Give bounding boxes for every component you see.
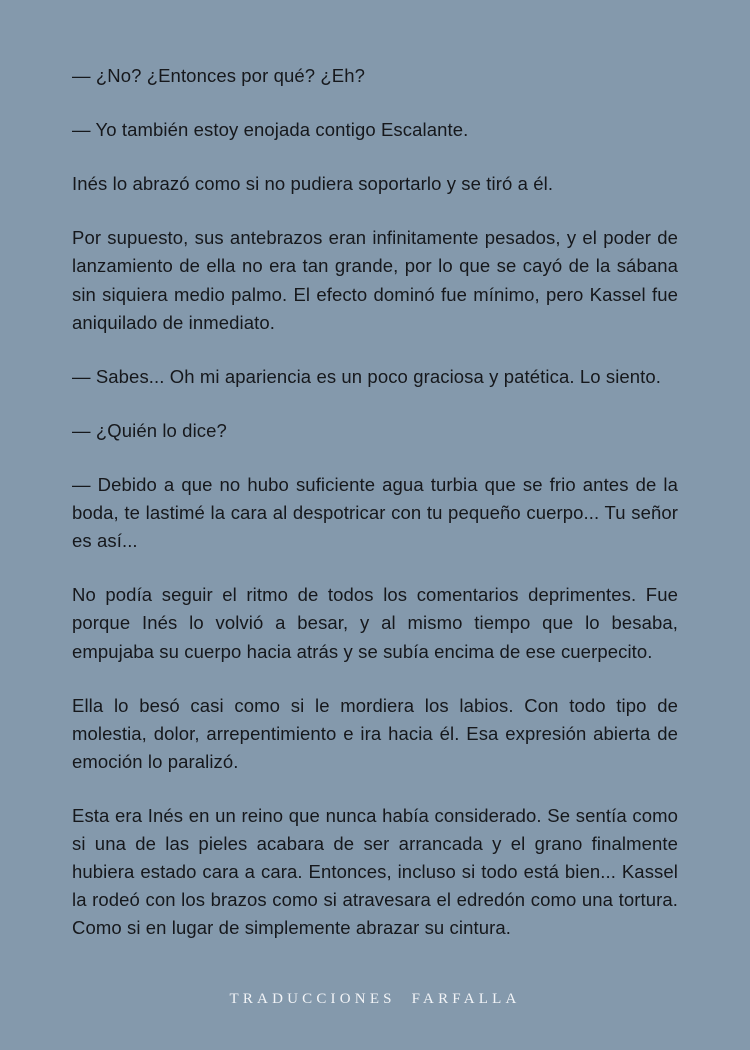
paragraph: Esta era Inés en un reino que nunca había considerado. Se sentía como si una de las pieles acabara de ser arrancada y el grano finalmente hubiera estado cara a cara. Entonces, incluso si todo está bien... Kassel la rodeó con los brazos como si atravesara el edredón como una tortura. Como si en lugar de simplemente abrazar su cintura.	[72, 804, 678, 939]
translator-credit: TRADUCCIONES FARFALLA	[229, 991, 521, 1007]
story-text-body	[72, 62, 678, 943]
paragraph: Ella lo besó casi como si le mordiera los labios. Con todo tipo de molestia, dolor, arrepentimiento e ira hacia él. Esa expresión abierta de emoción lo paralizó.	[72, 694, 678, 772]
paragraph: — Sabes... Oh mi apariencia es un poco graciosa y patética. Lo siento.	[72, 365, 662, 387]
paragraph: Por supuesto, sus antebrazos eran infinitamente pesados, y el poder de lanzamiento de ella no era tan grande, por lo que se cayó de la sábana sin siquiera medio palmo. El efecto dominó fue mínimo, pero Kassel fue aniquilado de inmediato.	[72, 227, 678, 333]
paragraph: — Yo también estoy enojada contigo Escalante.	[72, 119, 469, 141]
paragraph: No podía seguir el ritmo de todos los comentarios deprimentes. Fue porque Inés lo volvió a besar, y al mismo tiempo que lo besaba, empujaba su cuerpo hacia atrás y se subía encima de ese cuerpecito.	[72, 584, 678, 662]
paragraph: Inés lo abrazó como si no pudiera soportarlo y se tiró a él.	[72, 173, 554, 195]
paragraph: — ¿No? ¿Entonces por qué? ¿Eh?	[72, 65, 365, 86]
paragraph: — ¿Quién lo dice?	[72, 419, 227, 441]
paragraph: — Debido a que no hubo suficiente agua turbia que se frio antes de la boda, te lastimé la cara al despotricar con tu pequeño cuerpo... Tu señor es así...	[72, 473, 678, 552]
